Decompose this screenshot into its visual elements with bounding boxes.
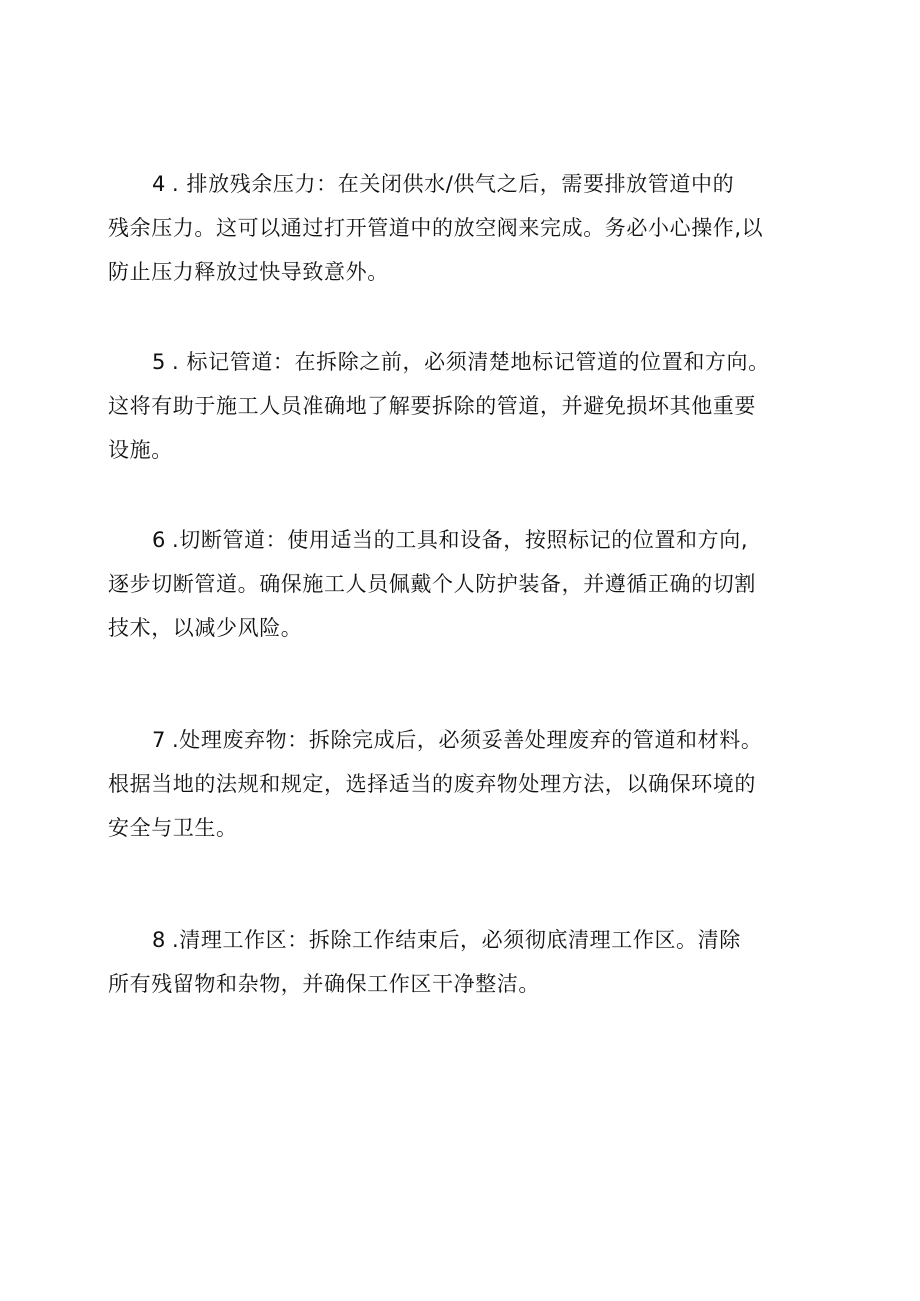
paragraph-line — [108, 918, 808, 962]
paragraph-line: 根据当地的法规和规定，选择适当的废弃物处理方法，以确保环境的 — [108, 772, 756, 796]
paragraph-step-6 — [108, 518, 808, 650]
paragraph-line — [108, 518, 808, 562]
paragraph-line: 残余压力。这可以通过打开管道中的放空阀来完成。务必小心操作,以 — [108, 216, 764, 240]
step-number: 4 — [152, 172, 166, 196]
paragraph-step-4 — [108, 162, 808, 294]
paragraph-line: 这将有助于施工人员准确地了解要拆除的管道，并避免损坏其他重要 — [108, 394, 756, 418]
paragraph-text: .切断管道：使用适当的工具和设备，按照标记的位置和方向, — [171, 528, 749, 552]
step-number: 7 — [152, 728, 166, 752]
paragraph-step-7 — [108, 718, 808, 850]
paragraph-line — [108, 162, 808, 206]
paragraph-line — [108, 718, 808, 762]
paragraph-line: 安全与卫生。 — [108, 816, 238, 840]
paragraph-text: .处理废弃物：拆除完成后，必须妥善处理废弃的管道和材料。 — [171, 728, 763, 752]
paragraph-text: . 排放残余压力：在关闭供水/供气之后，需要排放管道中的 — [171, 172, 735, 196]
paragraph-text: . 标记管道：在拆除之前，必须清楚地标记管道的位置和方向。 — [171, 350, 770, 374]
paragraph-step-5 — [108, 340, 808, 472]
paragraph-line — [108, 340, 808, 384]
paragraph-line: 设施。 — [108, 438, 173, 462]
paragraph-line: 技术，以减少风险。 — [108, 616, 303, 640]
paragraph-line: 防止压力释放过快导致意外。 — [108, 260, 389, 284]
paragraph-step-8 — [108, 918, 808, 1006]
paragraph-text: .清理工作区：拆除工作结束后，必须彻底清理工作区。清除 — [171, 928, 741, 952]
paragraph-line: 逐步切断管道。确保施工人员佩戴个人防护装备，并遵循正确的切割 — [108, 572, 756, 596]
paragraph-line: 所有残留物和杂物，并确保工作区干净整洁。 — [108, 972, 540, 996]
step-number: 6 — [152, 528, 166, 552]
step-number: 8 — [152, 928, 166, 952]
step-number: 5 — [152, 350, 166, 374]
